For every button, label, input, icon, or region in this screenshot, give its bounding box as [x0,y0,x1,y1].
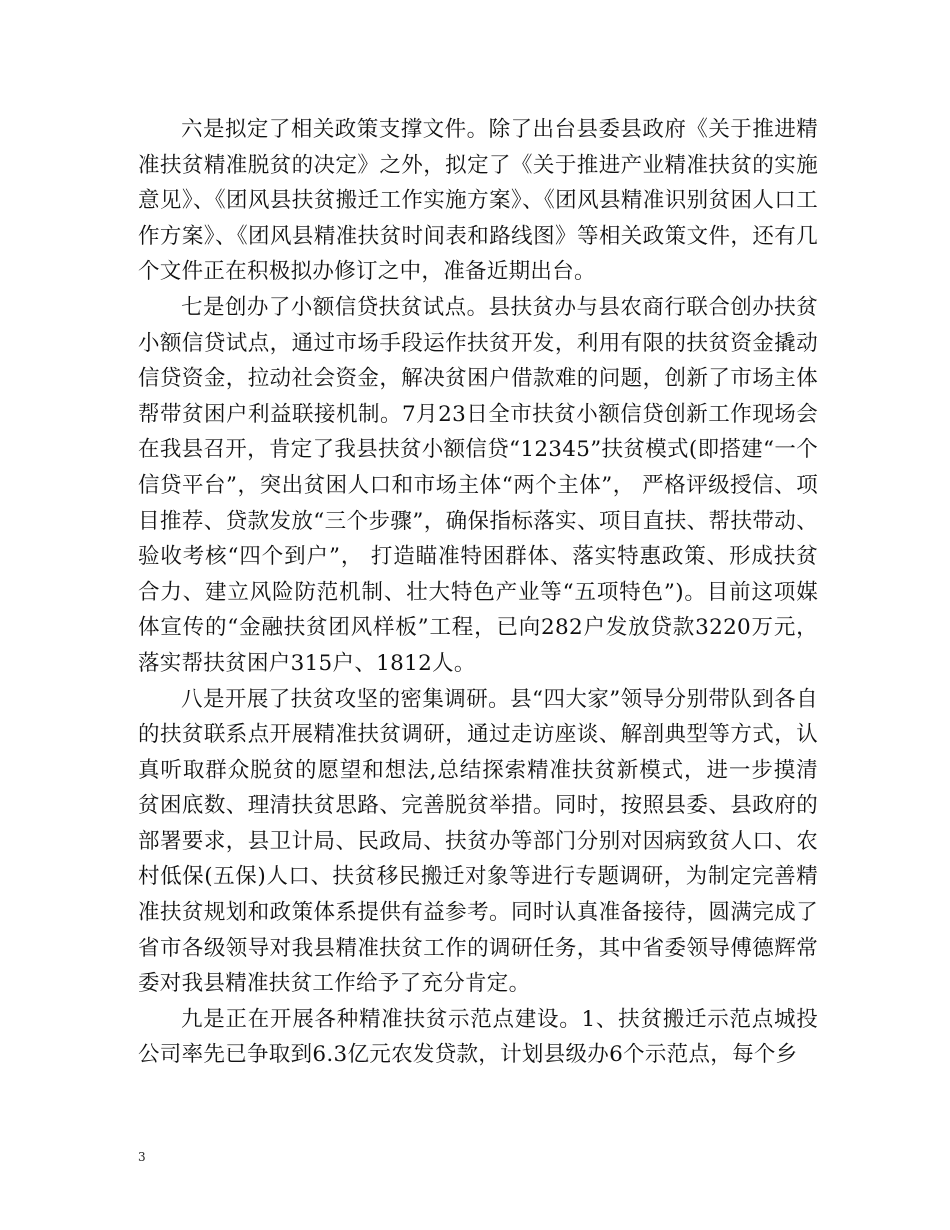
body-text [138,112,818,1073]
paragraph-6-policy-documents: 六是拟定了相关政策支撑文件。除了出台县委县政府《关于推进精准扶贫精准脱贫的决定》之外，拟定了《关于推进产业精准扶贫的实施意见》、《团风县扶贫搬迁工作实施方案》、《团风县精准识别贫困人口工作方案》、《团风县精准扶贫时间表和路线图》等相关政策文件，还有几个文件正在积极拟办修订之中，准备近期出台。 [138,117,818,285]
page-number: 3 [138,1150,146,1164]
paragraph-9-demonstration-sites: 九是正在开展各种精准扶贫示范点建设。1、扶贫搬迁示范点城投公司率先已争取到6.3亿元农发贷款，计划县级办6个示范点，每个乡 [138,1006,818,1068]
paragraph-8-field-research: 八是开展了扶贫攻坚的密集调研。县“四大家”领导分别带队到各自的扶贫联系点开展精准扶贫调研，通过走访座谈、解剖典型等方式，认真听取群众脱贫的愿望和想法,总结探索精准扶贫新模式，进一步摸清贫困底数、理清扶贫思路、完善脱贫举措。同时，按照县委、县政府的部署要求，县卫计局、民政局、扶贫办等部门分别对因病致贫人口、农村低保(五保)人口、扶贫移民搬迁对象等进行专题调研，为制定完善精准扶贫规划和政策体系提供有益参考。同时认真准备接待，圆满完成了省市各级领导对我县精准扶贫工作的调研任务，其中省委领导傅德辉常委对我县精准扶贫工作给予了充分肯定。 [138,686,818,997]
paragraph-7-microcredit-pilot: 七是创办了小额信贷扶贫试点。县扶贫办与县农商行联合创办扶贫小额信贷试点，通过市场手段运作扶贫开发，利用有限的扶贫资金撬动信贷资金，拉动社会资金，解决贫困户借款难的问题，创新了市场主体帮带贫困户利益联接机制。7月23日全市扶贫小额信贷创新工作现场会在我县召开，肯定了我县扶贫小额信贷“12345”扶贫模式(即搭建“一个信贷平台”，突出贫困人口和市场主体“两个主体”， 严格评级授信、项目推荐、贷款发放“三个步骤”，确保指标落实、项目直扶、帮扶带动、验收考核“四个到户”， 打造瞄准特困群体、落实特惠政策、形成扶贫合力、建立风险防范机制、壮大特色产业等“五项特色”)。目前这项媒体宣传的“金融扶贫团风样板”工程，已向282户发放贷款3220万元，落实帮扶贫困户315户、1812人。 [138,294,818,676]
